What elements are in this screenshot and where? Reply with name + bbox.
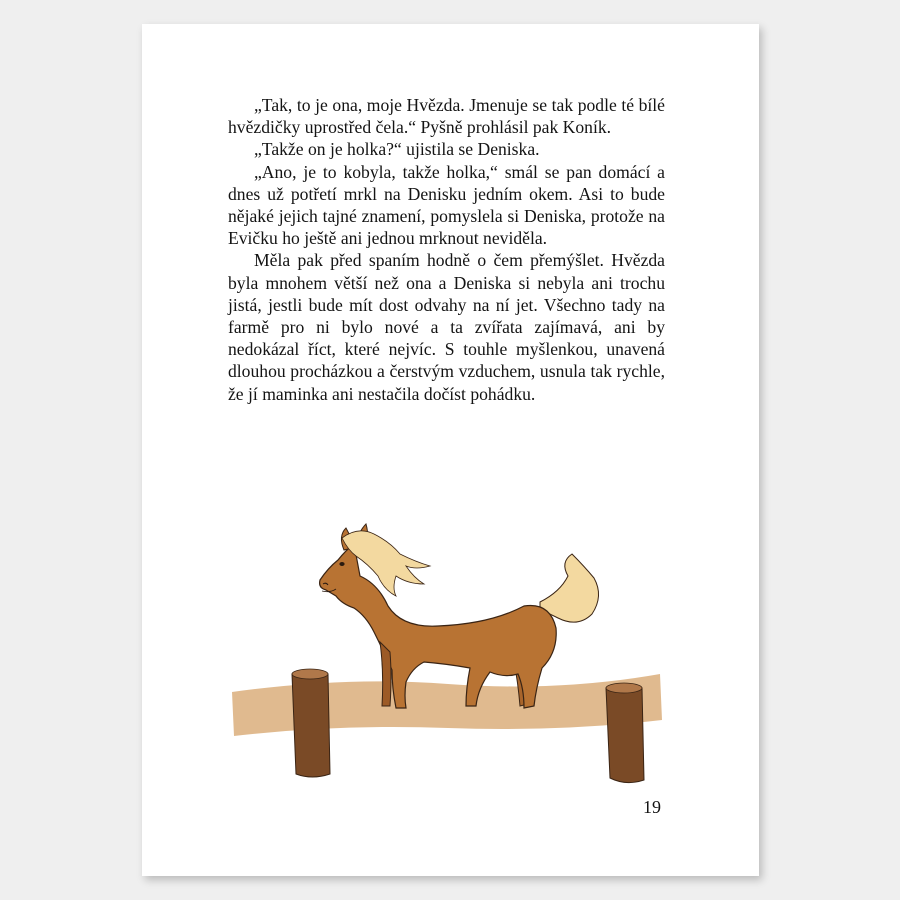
page-number: 19 (643, 797, 661, 817)
horse-illustration (228, 492, 668, 802)
fence-post-right (606, 685, 644, 783)
story-text (228, 94, 665, 405)
paragraph-1: „Tak, to je ona, moje Hvězda. Jmenuje se tak podle té bílé hvězdičky uprostřed čela.“ Pyšně prohlásil pak Koník. (228, 95, 665, 138)
paragraph-3: „Ano, je to kobyla, takže holka,“ smál se pan domácí a dnes už potřetí mrkl na Denisku jedním okem. Asi to bude nějaké jejich tajné znamení, pomyslela si Deniska, protože na Evičku ho ještě ani jednou mrknout neviděla. (228, 161, 665, 249)
book-page (142, 24, 759, 876)
paragraph-4: Měla pak před spaním hodně o čem přemýšlet. Hvězda byla mnohem větší než ona a Deniska si nebyla ani trochu jistá, jestli bude mít dost odvahy na ní jet. Všechno tady na farmě pro ni bylo nové a ta zvířata zajímavá, ani by nedokázal říct, které nejvíc. S touhle myšlenkou, unavená dlouhou procházkou a čerstvým vzduchem, usnula tak rychle, že jí maminka ani nestačila dočíst pohádku. (228, 250, 665, 404)
horse-eye (339, 562, 344, 566)
horse-fence-drawing (228, 492, 668, 802)
fence-post-right-top (606, 683, 642, 693)
paragraph-2: „Takže on je holka?“ ujistila se Deniska. (254, 139, 540, 160)
fence-post-left (292, 671, 330, 777)
fence-post-left-top (292, 669, 328, 679)
